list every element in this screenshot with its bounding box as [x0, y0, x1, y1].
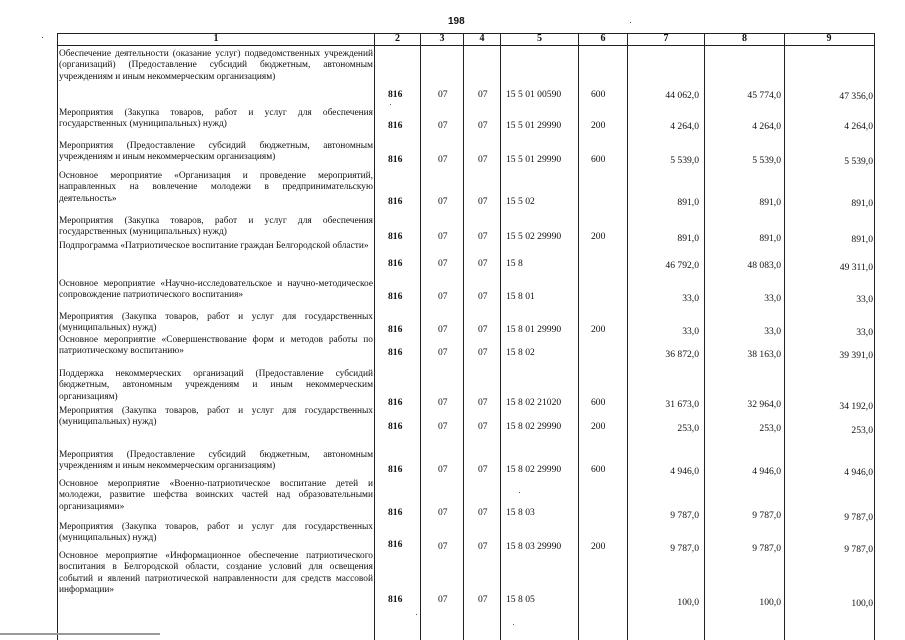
- amount-year3-cell: 4 264,0: [844, 121, 873, 132]
- table-row-description: Мероприятия (Закупка товаров, работ и услуг для государственных (муниципальных) нужд): [59, 406, 373, 428]
- column-header: 5: [537, 33, 542, 44]
- grbs-cell: 816: [388, 231, 403, 242]
- amount-year3-cell: 891,0: [851, 198, 873, 209]
- amount-year3-cell: 5 539,0: [844, 156, 873, 167]
- scan-speck: [416, 614, 417, 615]
- subsection-cell: 07: [478, 291, 488, 302]
- table-row-description: Мероприятия (Предоставление субсидий бюджетным, автономным учреждениям и иным некоммерческим организациям): [59, 141, 373, 163]
- section-cell: 07: [438, 507, 448, 518]
- section-cell: 07: [438, 196, 448, 207]
- amount-year2-cell: 5 539,0: [752, 155, 781, 166]
- grbs-cell: 816: [388, 539, 403, 550]
- target-article-cell: 15 5 01 00590: [506, 89, 562, 100]
- subsection-cell: 07: [478, 421, 488, 432]
- subsection-cell: 07: [478, 541, 488, 552]
- grbs-cell: 816: [388, 507, 403, 518]
- subsection-cell: 07: [478, 196, 488, 207]
- target-article-cell: 15 8 02 29990: [506, 464, 562, 475]
- amount-year2-cell: 33,0: [764, 326, 781, 337]
- amount-year1-cell: 4 946,0: [670, 466, 699, 477]
- amount-year1-cell: 36 872,0: [665, 349, 699, 360]
- column-divider: [704, 33, 705, 640]
- amount-year3-cell: 39 391,0: [839, 350, 873, 361]
- grbs-cell: 816: [388, 324, 403, 335]
- amount-year2-cell: 45 774,0: [747, 90, 781, 101]
- amount-year1-cell: 44 062,0: [665, 90, 699, 101]
- amount-year1-cell: 891,0: [677, 197, 699, 208]
- column-header: 3: [439, 33, 445, 44]
- amount-year2-cell: 38 163,0: [747, 349, 781, 360]
- expense-type-cell: 200: [591, 231, 606, 242]
- subsection-cell: 07: [478, 464, 488, 475]
- table-row-description: Основное мероприятие «Совершенствование форм и методов работы по патриотическому воспитанию»: [59, 335, 373, 357]
- amount-year3-cell: 47 356,0: [839, 91, 873, 102]
- target-article-cell: 15 8 01 29990: [506, 324, 562, 335]
- scan-speck: [42, 37, 43, 38]
- section-cell: 07: [438, 258, 448, 269]
- amount-year3-cell: 33,0: [856, 294, 873, 305]
- target-article-cell: 15 8 02 21020: [506, 397, 562, 408]
- amount-year2-cell: 9 787,0: [752, 543, 781, 554]
- amount-year3-cell: 253,0: [851, 425, 873, 436]
- column-header: 2: [395, 33, 400, 44]
- subsection-cell: 07: [478, 397, 488, 408]
- amount-year2-cell: 33,0: [764, 293, 781, 304]
- amount-year3-cell: 891,0: [851, 234, 873, 245]
- target-article-cell: 15 5 01 29990: [506, 120, 562, 131]
- subsection-cell: 07: [478, 347, 488, 358]
- grbs-cell: 816: [388, 258, 403, 269]
- table-row-description: Основное мероприятие «Военно-патриотическое воспитание детей и молодежи, развитие шефства воинских частей над образовательными организациями»: [59, 479, 373, 512]
- grbs-cell: 816: [388, 421, 403, 432]
- table-row-description: Основное мероприятие «Организация и проведение мероприятий, направленных на вовлечение молодежи в предпринимательскую деятельность»: [59, 171, 373, 204]
- amount-year1-cell: 31 673,0: [665, 399, 699, 410]
- column-divider: [578, 33, 579, 640]
- scan-edge: [0, 633, 160, 635]
- target-article-cell: 15 8 01: [506, 291, 535, 302]
- grbs-cell: 816: [388, 89, 403, 100]
- table-row-description: Поддержка некоммерческих организаций (Предоставление субсидий бюджетным, автономным учреждениям и иным некоммерческим организациям): [59, 369, 373, 402]
- amount-year2-cell: 100,0: [759, 597, 781, 608]
- amount-year1-cell: 5 539,0: [670, 155, 699, 166]
- table-row-description: Обеспечение деятельности (оказание услуг) подведомственных учреждений (организаций) (Предоставление субсидий бюджетным, автономным учреждениям и иным некоммерческим организациям): [59, 49, 373, 82]
- column-divider: [420, 33, 421, 640]
- amount-year1-cell: 891,0: [677, 233, 699, 244]
- table-row-description: Мероприятия (Предоставление субсидий бюджетным, автономным учреждениям и иным некоммерческим организациям): [59, 450, 373, 472]
- target-article-cell: 15 8 03 29990: [506, 541, 562, 552]
- expense-type-cell: 200: [591, 120, 606, 131]
- amount-year3-cell: 9 787,0: [844, 544, 873, 555]
- grbs-cell: 816: [388, 154, 403, 165]
- column-header: 6: [600, 33, 606, 44]
- section-cell: 07: [438, 89, 448, 100]
- column-header: 7: [663, 33, 669, 44]
- subsection-cell: 07: [478, 120, 488, 131]
- grbs-cell: 816: [388, 594, 403, 605]
- section-cell: 07: [438, 347, 448, 358]
- amount-year1-cell: 9 787,0: [670, 543, 699, 554]
- target-article-cell: 15 8 05: [506, 594, 535, 605]
- subsection-cell: 07: [478, 324, 488, 335]
- amount-year3-cell: 100,0: [851, 598, 873, 609]
- section-cell: 07: [438, 397, 448, 408]
- table-row-description: Мероприятия (Закупка товаров, работ и услуг для обеспечения государственных (муниципальных) нужд): [59, 108, 373, 130]
- section-cell: 07: [438, 421, 448, 432]
- column-header: 8: [742, 33, 747, 44]
- subsection-cell: 07: [478, 231, 488, 242]
- target-article-cell: 15 8 03: [506, 507, 535, 518]
- column-divider: [374, 33, 375, 640]
- section-cell: 07: [438, 464, 448, 475]
- scan-speck: [390, 104, 391, 105]
- section-cell: 07: [438, 154, 448, 165]
- grbs-cell: 816: [388, 397, 403, 408]
- subsection-cell: 07: [478, 258, 488, 269]
- table-row-description: Основное мероприятие «Информационное обеспечение патриотического воспитания в Белгородской области, создание условий для освещения событий и явлений патриотической направленности для средств массовой информации»: [59, 551, 373, 596]
- scan-speck: [630, 22, 631, 23]
- amount-year2-cell: 891,0: [759, 233, 781, 244]
- target-article-cell: 15 5 02: [506, 196, 535, 207]
- target-article-cell: 15 5 02 29990: [506, 231, 562, 242]
- amount-year3-cell: 34 192,0: [839, 401, 873, 412]
- column-header: 4: [479, 33, 485, 44]
- table-row-description: Подпрограмма «Патриотическое воспитание граждан Белгородской области»: [59, 241, 369, 251]
- table-row-description: Мероприятия (Закупка товаров, работ и услуг для государственных (муниципальных) нужд): [59, 522, 373, 544]
- amount-year2-cell: 48 083,0: [747, 260, 781, 271]
- table-row-description: Мероприятия (Закупка товаров, работ и услуг для государственных (муниципальных) нужд): [59, 312, 373, 334]
- column-header: 9: [826, 33, 832, 44]
- column-header: 1: [213, 33, 219, 44]
- header-bottom-border: [57, 45, 874, 46]
- section-cell: 07: [438, 120, 448, 131]
- subsection-cell: 07: [478, 507, 488, 518]
- amount-year1-cell: 46 792,0: [665, 260, 699, 271]
- subsection-cell: 07: [478, 154, 488, 165]
- grbs-cell: 816: [388, 347, 403, 358]
- expense-type-cell: 600: [591, 154, 606, 165]
- column-divider: [500, 33, 501, 640]
- amount-year2-cell: 4 264,0: [752, 121, 781, 132]
- expense-type-cell: 600: [591, 397, 606, 408]
- target-article-cell: 15 5 01 29990: [506, 154, 562, 165]
- target-article-cell: 15 8 02: [506, 347, 535, 358]
- expense-type-cell: 600: [591, 464, 606, 475]
- amount-year1-cell: 4 264,0: [670, 121, 699, 132]
- column-divider: [463, 33, 464, 640]
- subsection-cell: 07: [478, 89, 488, 100]
- subsection-cell: 07: [478, 594, 488, 605]
- page-number: 198: [448, 16, 465, 27]
- amount-year2-cell: 32 964,0: [747, 399, 781, 410]
- amount-year3-cell: 33,0: [856, 327, 873, 338]
- section-cell: 07: [438, 291, 448, 302]
- grbs-cell: 816: [388, 464, 403, 475]
- scan-speck: [519, 492, 520, 493]
- expense-type-cell: 200: [591, 324, 606, 335]
- amount-year1-cell: 33,0: [682, 326, 699, 337]
- amount-year1-cell: 253,0: [677, 423, 699, 434]
- amount-year2-cell: 891,0: [759, 197, 781, 208]
- amount-year2-cell: 4 946,0: [752, 466, 781, 477]
- amount-year3-cell: 49 311,0: [839, 262, 873, 273]
- amount-year1-cell: 100,0: [677, 597, 699, 608]
- scan-speck: [513, 624, 514, 625]
- grbs-cell: 816: [388, 196, 403, 207]
- amount-year3-cell: 4 946,0: [844, 467, 873, 478]
- section-cell: 07: [438, 231, 448, 242]
- table-row-description: Мероприятия (Закупка товаров, работ и услуг для обеспечения государственных (муниципальных) нужд): [59, 216, 373, 238]
- amount-year3-cell: 9 787,0: [844, 512, 873, 523]
- target-article-cell: 15 8: [506, 258, 523, 269]
- expense-type-cell: 200: [591, 541, 606, 552]
- target-article-cell: 15 8 02 29990: [506, 421, 562, 432]
- section-cell: 07: [438, 541, 448, 552]
- grbs-cell: 816: [388, 120, 403, 131]
- grbs-cell: 816: [388, 291, 403, 302]
- section-cell: 07: [438, 594, 448, 605]
- expense-type-cell: 600: [591, 89, 606, 100]
- expense-type-cell: 200: [591, 421, 606, 432]
- section-cell: 07: [438, 324, 448, 335]
- table-row-description: Основное мероприятие «Научно-исследовательское и научно-методическое сопровождение патриотического воспитания»: [59, 279, 373, 301]
- column-divider: [627, 33, 628, 640]
- amount-year2-cell: 9 787,0: [752, 510, 781, 521]
- column-divider: [784, 33, 785, 640]
- amount-year1-cell: 33,0: [682, 293, 699, 304]
- amount-year1-cell: 9 787,0: [670, 510, 699, 521]
- amount-year2-cell: 253,0: [759, 423, 781, 434]
